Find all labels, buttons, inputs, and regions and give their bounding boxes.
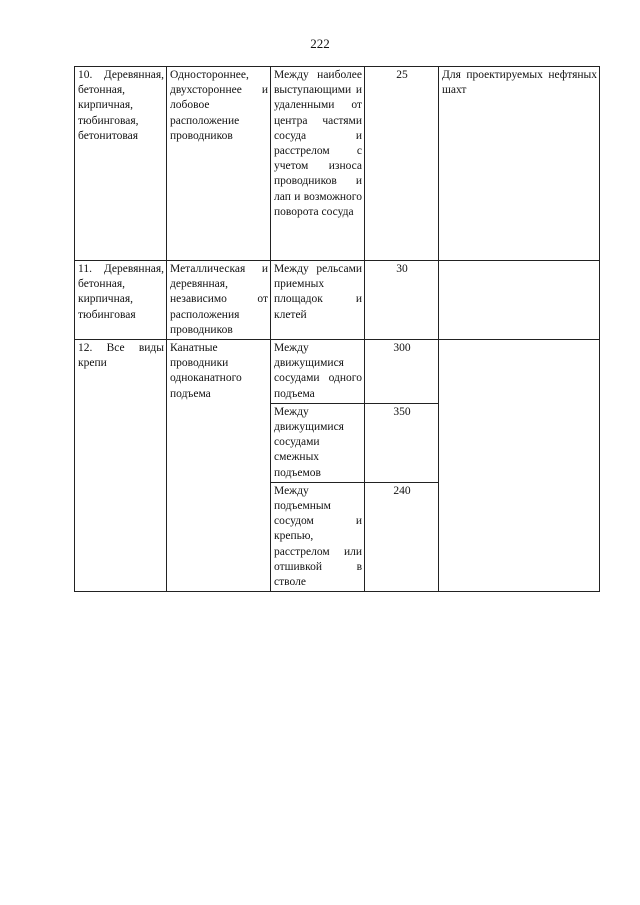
gap-value-cell: 25	[365, 67, 439, 261]
shaft-lining-cell: 11. Деревянная, бетонная, кирпичная, тюбинговая	[75, 261, 167, 340]
between-cell: Между рельсами приемных площадок и клетей	[271, 261, 365, 340]
page-number: 222	[310, 36, 330, 51]
note-cell: Для проектируемых нефтяных шахт	[439, 67, 600, 261]
gap-value-cell: 30	[365, 261, 439, 340]
shaft-lining-cell: 10. Деревянная, бетонная, кирпичная, тюбинговая, бетонитовая	[75, 67, 167, 261]
between-cell: Между подъемным сосудом и крепью, расстрелом или отшивкой в стволе	[271, 482, 365, 591]
between-cell: Между движущимися сосудами смежных подъемов	[271, 403, 365, 482]
note-cell	[439, 261, 600, 340]
gap-value-cell: 240	[365, 482, 439, 591]
between-cell: Между наиболее выступающими и удаленными от центра частями сосуда и расстрелом с учетом износа проводников и лап и возможного поворота сосуда	[271, 67, 365, 261]
table-row	[75, 340, 600, 404]
guide-layout-cell: Одностороннее, двухстороннее и лобовое расположение проводников	[167, 67, 271, 261]
clearance-table	[74, 66, 600, 592]
between-cell: Между движущимися сосудами одного подъема	[271, 340, 365, 404]
table-row	[75, 261, 600, 340]
note-cell	[439, 340, 600, 592]
table-row	[75, 67, 600, 261]
shaft-lining-cell: 12. Все виды крепи	[75, 340, 167, 592]
guide-layout-cell: Канатные проводники одноканатного подъема	[167, 340, 271, 592]
guide-layout-cell: Металлическая и деревянная, независимо от расположения проводников	[167, 261, 271, 340]
gap-value-cell: 350	[365, 403, 439, 482]
gap-value-cell: 300	[365, 340, 439, 404]
